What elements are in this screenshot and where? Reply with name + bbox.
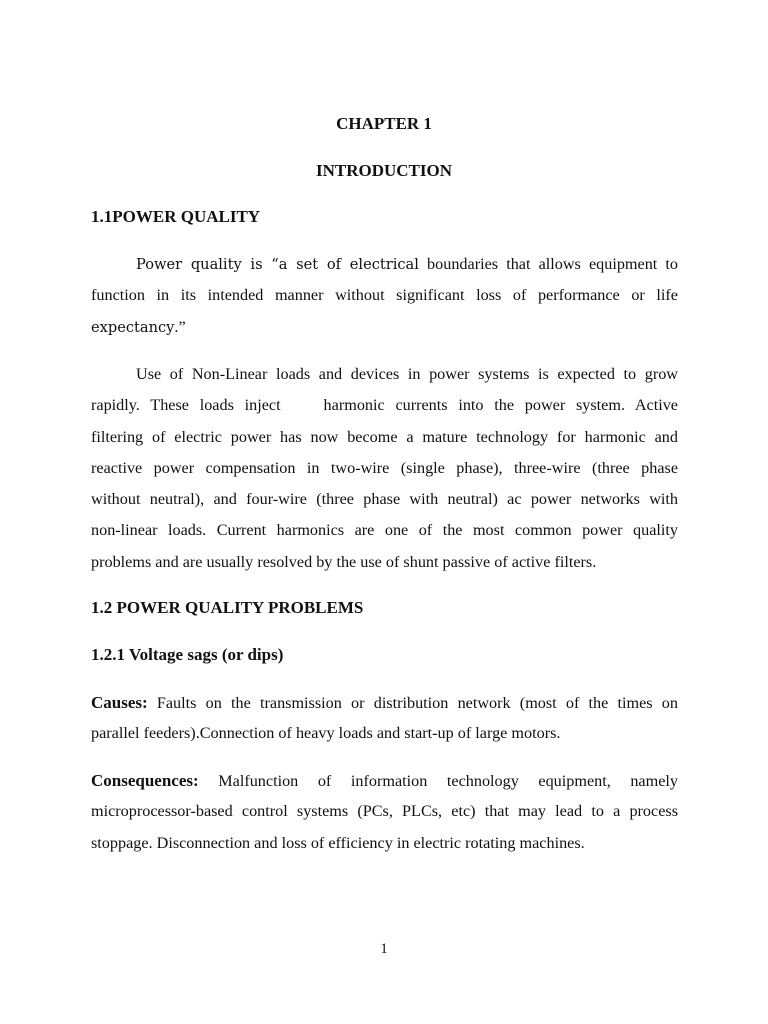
text-line: problems and are usually resolved by the use of shunt passive of active filters.: [91, 552, 597, 571]
causes-label: Causes:: [91, 693, 148, 712]
text-line: microprocessor-based control systems (PCs, PLCs, etc) that may lead to a process: [91, 802, 678, 821]
text-line: reactive power compensation in two-wire (single phase), three-wire (three phase: [91, 458, 678, 477]
paragraph-non-linear-loads: [91, 359, 678, 578]
text-line: stoppage. Disconnection and loss of efficiency in electric rotating machines.: [91, 833, 585, 852]
text-line: [91, 312, 678, 343]
text-line: without neutral), and four-wire (three phase with neutral) ac power networks with: [91, 490, 678, 509]
text-run: Power quality is “a set of electrical: [136, 256, 419, 273]
paragraph-causes: [91, 687, 678, 750]
text-line: filtering of electric power has now become a mature technology for harmonic and: [91, 427, 678, 446]
paragraph-power-quality-definition: [91, 249, 678, 343]
text-run: Malfunction of information technology equipment, namely: [198, 772, 678, 790]
section-heading-power-quality-problems: 1.2 POWER QUALITY PROBLEMS: [91, 598, 364, 617]
subsection-heading-voltage-sags: 1.2.1 Voltage sags (or dips): [91, 645, 284, 664]
text-line: [91, 687, 678, 718]
text-run: Faults on the transmission or distribution network (most of the times on: [147, 694, 678, 712]
text-line: non-linear loads. Current harmonics are one of the most common power quality: [91, 521, 678, 540]
text-line: Use of Non-Linear loads and devices in power systems is expected to grow: [136, 365, 678, 383]
text-line: rapidly. These loads inject harmonic currents into the power system. Active: [91, 396, 678, 415]
text-line: [91, 249, 678, 280]
text-run: .”: [174, 317, 186, 336]
text-line: function in its intended manner without significant loss of performance or life: [91, 286, 678, 305]
text-line: [91, 765, 678, 796]
chapter-label: CHAPTER 1: [336, 114, 432, 133]
text-run: boundaries that allows equipment to: [418, 255, 679, 273]
page-number: 1: [380, 941, 388, 957]
text-line: parallel feeders).Connection of heavy loads and start-up of large motors.: [91, 724, 561, 743]
consequences-label: Consequences:: [91, 771, 199, 790]
section-heading-power-quality: 1.1POWER QUALITY: [91, 207, 261, 226]
paragraph-consequences: [91, 765, 678, 859]
text-run: expectancy: [91, 318, 175, 336]
chapter-title: INTRODUCTION: [315, 161, 453, 180]
